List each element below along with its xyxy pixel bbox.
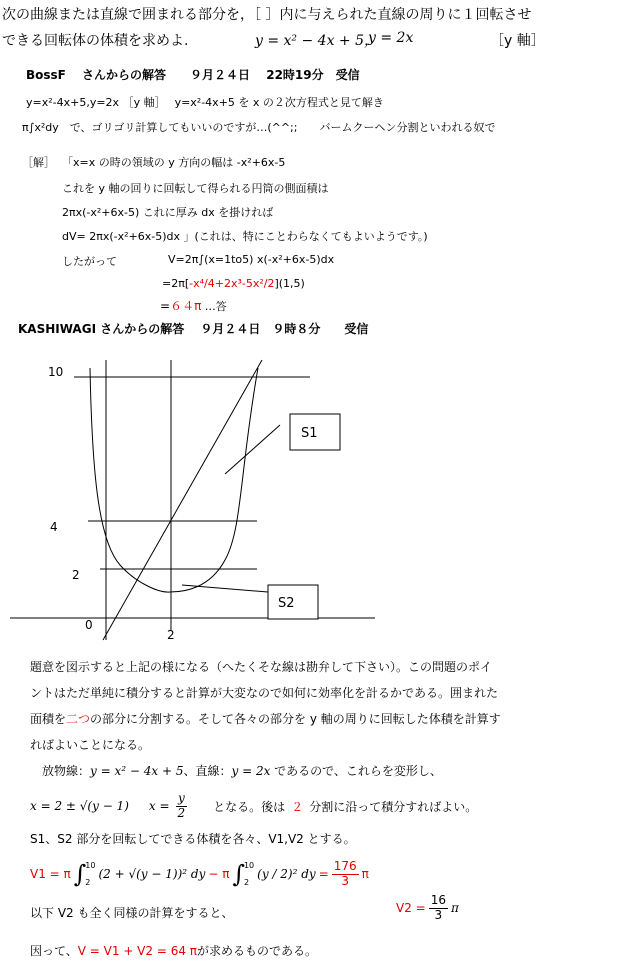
label-origin: 0 [85,618,93,632]
answer2-paragraph-7: S1、S2 部分を回転してできる体積を各々、V1,V2 とする。 [30,832,356,846]
integral-1-limits [85,861,95,887]
v1-integrand-1: (2 + √(y − 1))² dy [98,867,206,881]
answer2-p6-b: 分割に沿って積分すればよい。 [309,799,478,814]
conclusion-b: が求めるものである。 [197,944,318,958]
problem-line-2: できる回転体の体積を求めよ. [2,33,189,49]
v2-den: 3 [434,907,443,922]
integral-sign-1: ∫ [73,860,87,888]
answer1-step-3: 2πx(-x²+6x-5) これに厚み dx を掛ければ [62,206,274,219]
s2-callout-line [182,585,268,592]
integral-2-upper: 10 [243,861,255,870]
label-y-10: 10 [48,365,64,379]
answer2-p6-a: となる。後は [213,799,286,814]
problem-equation-2: y = 2x [368,30,414,46]
answer2-p5-b: 、直線： [183,764,232,778]
answer1-step-4: dV= 2πx(-x²+6x-5)dx 」(これは、特にことわらなくてもよいようです。) [62,230,428,243]
answer2-paragraph-8: 以下 V2 も全く同様の計算をすると、 [30,906,234,920]
answer2-conclusion [30,942,317,959]
answer1-step-6-pre: =2π[ [162,277,190,290]
v2-lhs: V2 = [396,901,426,915]
conclusion-red: V = V1 + V2 = 64 π [77,944,198,958]
answer1-step-5-label: したがって [62,255,117,268]
answer2-header: KASHIWAGI さんからの解答 ９月２４日 ９時８分 受信 [18,322,369,336]
answer2-paragraph-3 [30,710,501,727]
answer2-paragraph-3-red: 二つ [66,712,91,726]
answer2-p5-c: であるので、これらを変形し、 [270,764,442,778]
answer2-p6-x1: x = 2 ± √(y − 1) [30,799,129,813]
integral-1-lower: 2 [85,878,91,887]
label-y-4: 4 [50,520,58,534]
v2-pi: π [451,901,459,915]
label-s1: S1 [301,426,318,441]
answer1-step-1: 「x=x の時の領域の y 方向の幅は -x²+6x-5 [62,156,286,169]
answer2-p5-a: 放物線： [42,764,91,778]
integral-2-lower: 2 [243,878,250,887]
answer2-paragraph-6 [30,788,477,824]
v1-fraction [332,860,359,887]
answer1-solution-label: ［解］ [22,156,55,169]
answer2-p6-num: y [176,792,188,806]
answer1-result-eq: = [160,299,171,313]
answer1-step-5-formula: V=2π∫(x=1to5) x(-x²+6x-5)dx [168,253,335,266]
answer1-step-6 [162,277,305,290]
answer2-p5-eq2: y = 2x [231,764,271,778]
answer2-paragraph-3-a: 面積を [30,712,67,726]
label-y-2: 2 [72,568,80,582]
v1-den: 3 [341,873,350,888]
problem-axis: ［y 軸］ [490,33,545,49]
v1-lhs: V1 = π [30,867,71,881]
answer2-paragraph-1: 題意を図示すると上記の様になる（へたくそな線は勘弁して下さい）。この問題のポイ [30,660,493,674]
answer1-step-6-post: ](1,5) [274,277,305,290]
s1-callout-line [225,425,280,474]
answer1-header: BossF さんからの解答 ９月２４日 22時19分 受信 [26,68,360,82]
answer2-paragraph-2: ントはただ単純に積分すると計算が大変なので如何に効率化を計るかである。囲まれた [30,686,499,700]
answer2-p6-fraction [176,792,188,819]
answer2-paragraph-5 [42,762,442,779]
parabola-curve [90,368,258,592]
answer1-step-2: これを y 軸の回りに回転して得られる円筒の側面積は [62,182,329,195]
answer2-p5-eq1: y = x² − 4x + 5 [90,764,184,778]
answer1-intro-2: π∫x²dy で、ゴリゴリ計算してもいいのですが…(^^;; バームクーヘン分割といわれる奴で [22,121,496,134]
v1-num: 176 [333,859,357,874]
v2-num: 16 [430,893,446,908]
answer2-paragraph-4: ればよいことになる。 [30,738,151,752]
answer2-v1-equation [30,852,369,896]
answer2-v2-equation [396,888,459,928]
v2-fraction [429,894,448,921]
answer2-p6-x2: x = [148,799,170,813]
label-s2: S2 [278,596,295,611]
integral-1-upper: 10 [85,861,96,870]
answer1-result-value: ６４π [170,299,202,313]
answer2-p6-den: 2 [177,805,186,820]
conclusion-a: 因って、 [30,944,78,958]
answer1-step-6-red: -x⁴/4+2x³-5x²/2 [189,277,275,290]
problem-equation-1: y = x² − 4x + 5， [255,33,379,49]
answer2-paragraph-3-b: の部分に分割する。そして各々の部分を y 軸の周りに回転した体積を計算す [90,712,501,726]
answer1-result [160,297,227,314]
v1-pi: π [361,867,369,881]
region-graph [10,350,390,650]
v1-integrand-2: (y / 2)² dy [257,867,316,881]
problem-line-1: 次の曲線または直線で囲まれる部分を，［ ］内に与えられた直線の周りに１回転させ [2,7,532,23]
answer2-p6-red: ２ [291,799,304,814]
v1-minus: − π [208,867,230,881]
integral-sign-2: ∫ [232,860,245,888]
label-x-2: 2 [167,628,175,642]
line-y-2x [103,360,262,640]
answer1-result-tail: …答 [201,300,227,313]
integral-2-limits [244,861,254,887]
v1-equals: = [318,867,329,881]
answer1-intro-1: y=x²-4x+5,y=2x ［y 軸］ y=x²-4x+5 を x の２次方程式と見て解き [26,96,384,109]
